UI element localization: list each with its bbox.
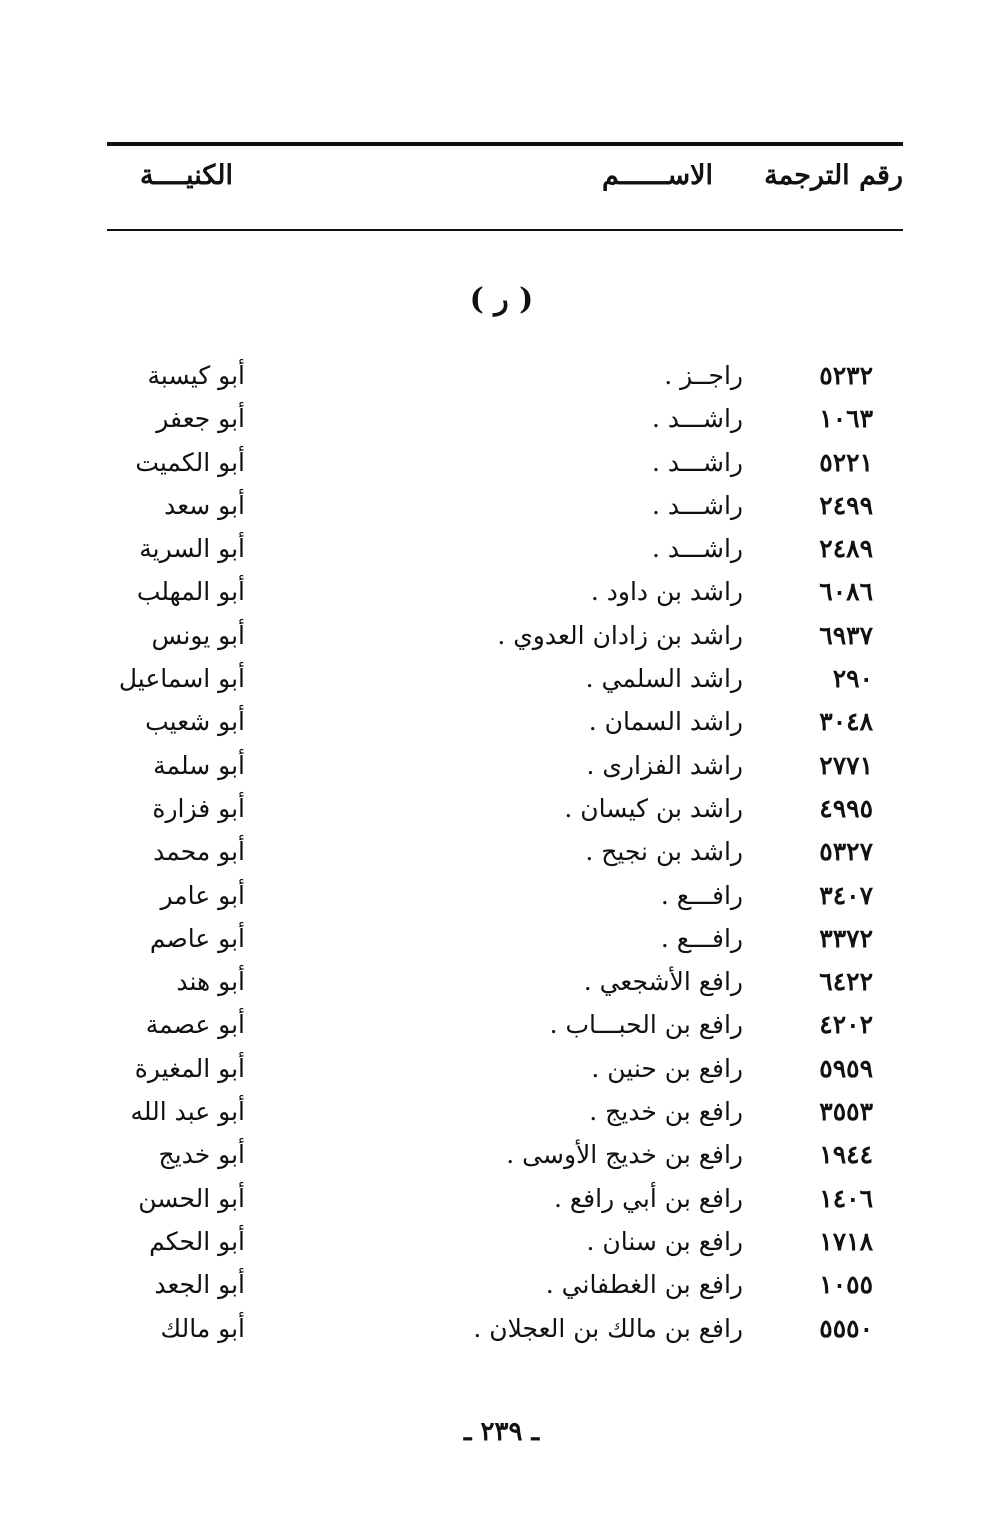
- entry-name: راشـــد .: [652, 490, 743, 520]
- entry-number: ٣٥٥٣: [819, 1097, 873, 1127]
- header-top-rule: [107, 142, 903, 146]
- entry-number: ٦٠٨٦: [819, 577, 873, 607]
- list-item: [0, 1090, 1003, 1133]
- entry-name: راشد السلمي .: [585, 664, 743, 694]
- entry-name: راشد الفزارى .: [586, 750, 743, 780]
- entry-name: رافع بن حنين .: [591, 1053, 743, 1083]
- entry-name: راشد بن داود .: [590, 577, 743, 607]
- entry-kunya: أبو عصمة: [145, 1010, 245, 1040]
- entry-number: ٣٤٠٧: [819, 880, 873, 910]
- list-item: [0, 527, 1003, 570]
- list-item: [0, 960, 1003, 1003]
- entry-kunya: أبو المهلب: [136, 577, 245, 607]
- header-kunya-column: الكنيــــة: [139, 160, 233, 191]
- list-item: [0, 441, 1003, 484]
- list-item: [0, 1263, 1003, 1306]
- entry-name: راشد بن نجيح .: [585, 837, 743, 867]
- entry-name: رافع بن الحبـــاب .: [549, 1010, 743, 1040]
- list-item: [0, 1003, 1003, 1046]
- list-item: [0, 570, 1003, 613]
- entry-kunya: أبو خديج: [158, 1140, 245, 1170]
- entry-number: ٥٩٥٩: [819, 1053, 873, 1083]
- list-item: [0, 744, 1003, 787]
- entry-kunya: أبو الجعد: [154, 1270, 245, 1300]
- entry-kunya: أبو فزارة: [152, 793, 245, 823]
- list-item: [0, 917, 1003, 960]
- entry-name: راشـــد .: [652, 534, 743, 564]
- entry-name: رافع بن سنان .: [586, 1226, 743, 1256]
- list-item: [0, 1047, 1003, 1090]
- entry-number: ٦٤٢٢: [819, 967, 873, 997]
- entry-name: راشـــد .: [652, 404, 743, 434]
- entry-kunya: أبو عاصم: [149, 923, 245, 953]
- entry-kunya: أبو المغيرة: [134, 1053, 245, 1083]
- entries-list: [0, 354, 1003, 1350]
- page-number: ـ ٢٣٩ ـ: [463, 1417, 540, 1447]
- list-item: [0, 874, 1003, 917]
- entry-number: ٥٣٢٧: [819, 837, 873, 867]
- entry-name: رافع بن مالك بن العجلان .: [473, 1313, 743, 1343]
- entry-kunya: أبو مالك: [160, 1313, 245, 1343]
- entry-number: ١٩٤٤: [819, 1140, 873, 1170]
- list-item: [0, 657, 1003, 700]
- entry-kunya: أبو يونس: [151, 620, 245, 650]
- entry-kunya: أبو هند: [176, 967, 245, 997]
- entry-number: ١٠٦٣: [819, 404, 873, 434]
- entry-kunya: أبو عبد الله: [130, 1097, 245, 1127]
- entry-name: رافع بن الغطفاني .: [545, 1270, 743, 1300]
- list-item: [0, 484, 1003, 527]
- entry-name: راشد بن كيسان .: [564, 793, 743, 823]
- entry-number: ١٠٥٥: [819, 1270, 873, 1300]
- list-item: [0, 1133, 1003, 1176]
- entry-kunya: أبو سلمة: [153, 750, 245, 780]
- entry-number: ٤٢٠٢: [819, 1010, 873, 1040]
- section-letter-heading: ( ر ): [469, 282, 534, 317]
- entry-kunya: أبو الحكم: [149, 1226, 245, 1256]
- entry-name: رافع بن خديج .: [589, 1097, 743, 1127]
- list-item: [0, 830, 1003, 873]
- entry-name: راشد بن زادان العدوي .: [497, 620, 743, 650]
- header-number-column: رقم الترجمة: [764, 160, 903, 191]
- entry-name: راجــز .: [664, 361, 743, 390]
- entry-kunya: أبو الحسن: [138, 1183, 245, 1213]
- entry-name: راشد السمان .: [588, 707, 743, 737]
- entry-name: رافع الأشجعي .: [583, 967, 743, 997]
- entry-number: ٤٩٩٥: [819, 793, 873, 823]
- entry-number: ٥٢٣٢: [819, 361, 873, 390]
- list-item: [0, 700, 1003, 743]
- entry-number: ٦٩٣٧: [819, 620, 873, 650]
- entry-kunya: أبو عامر: [160, 880, 245, 910]
- entry-kunya: أبو اسماعيل: [118, 664, 245, 694]
- entry-number: ٢٩٠: [832, 664, 873, 694]
- entry-name: رافع بن أبي رافع .: [553, 1183, 743, 1213]
- entry-kunya: أبو شعيب: [145, 707, 245, 737]
- entry-name: رافـــع .: [660, 880, 743, 910]
- entry-name: راشـــد .: [652, 447, 743, 477]
- entry-kunya: أبو السرية: [139, 534, 245, 564]
- entry-number: ٢٧٧١: [819, 750, 873, 780]
- header-name-column: الاســــــم: [602, 160, 713, 191]
- entry-name: رافـــع .: [660, 923, 743, 953]
- list-item: [0, 397, 1003, 440]
- entry-number: ٥٢٢١: [819, 447, 873, 477]
- header-bottom-rule: [107, 229, 903, 231]
- entry-number: ٥٥٥٠: [819, 1313, 873, 1343]
- list-item: [0, 354, 1003, 397]
- entry-kunya: أبو كيسبة: [147, 361, 245, 390]
- entry-name: رافع بن خديج الأوسى .: [506, 1140, 743, 1170]
- list-item: [0, 1307, 1003, 1350]
- list-item: [0, 787, 1003, 830]
- list-item: [0, 1177, 1003, 1220]
- entry-number: ٢٤٨٩: [819, 534, 873, 564]
- entry-number: ٢٤٩٩: [819, 490, 873, 520]
- entry-kunya: أبو سعد: [164, 490, 245, 520]
- entry-number: ٣٣٧٢: [819, 923, 873, 953]
- entry-kunya: أبو محمد: [153, 837, 245, 867]
- list-item: [0, 1220, 1003, 1263]
- entry-number: ١٧١٨: [819, 1226, 873, 1256]
- entry-number: ٣٠٤٨: [819, 707, 873, 737]
- entry-kunya: أبو الكميت: [135, 447, 245, 477]
- entry-number: ١٤٠٦: [819, 1183, 873, 1213]
- list-item: [0, 614, 1003, 657]
- entry-kunya: أبو جعفر: [156, 404, 245, 434]
